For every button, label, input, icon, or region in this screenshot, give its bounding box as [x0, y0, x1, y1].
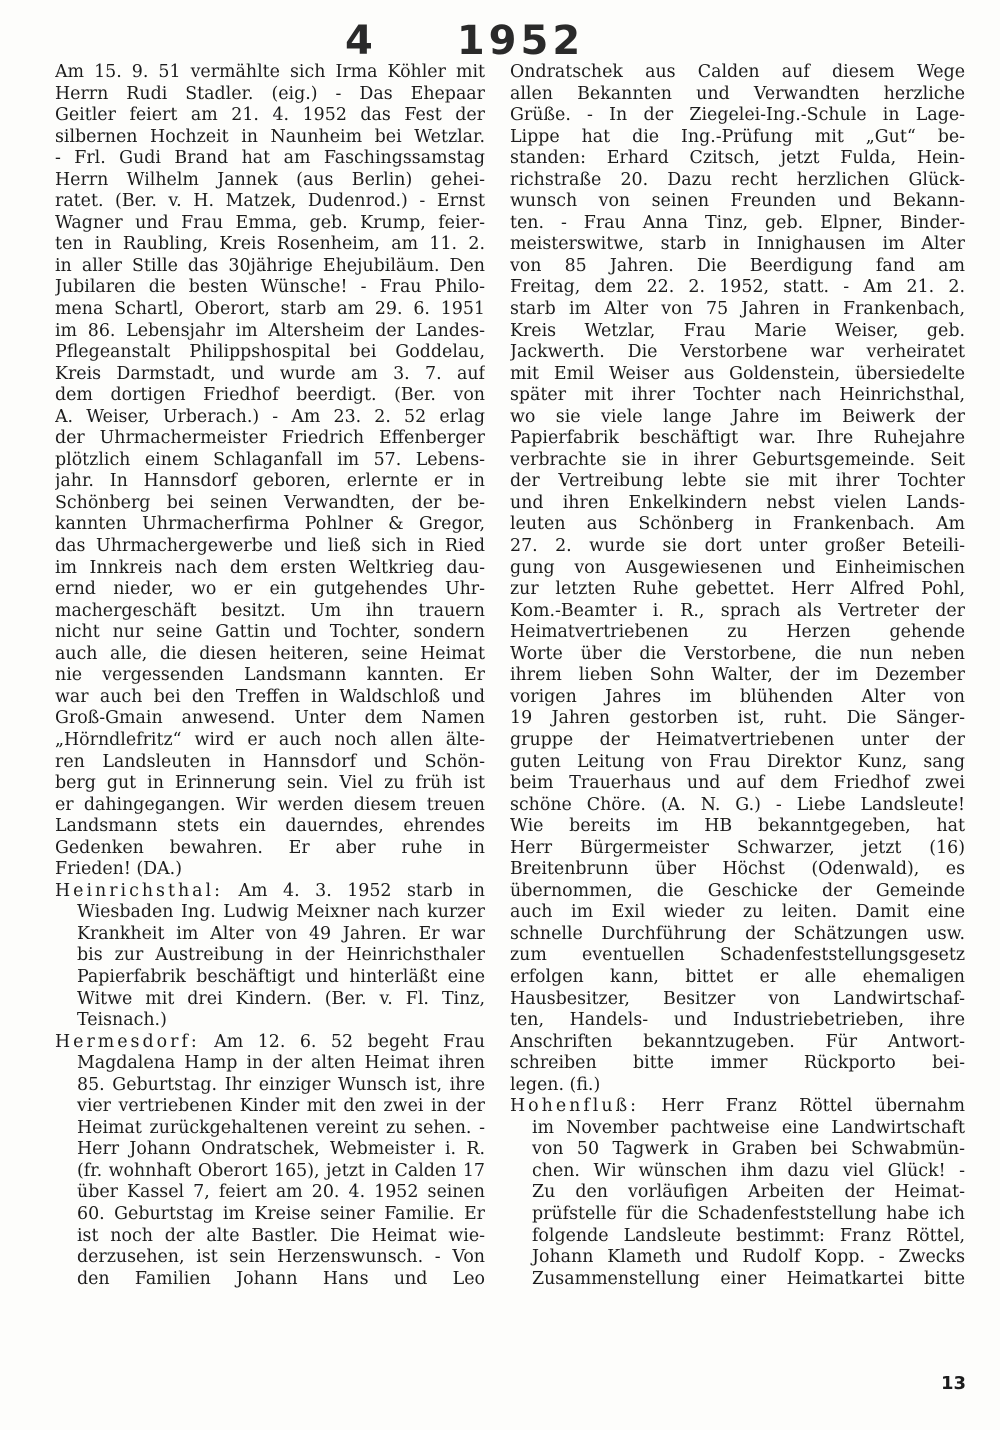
text-line: schöne Chöre. (A. N. G.) - Liebe Landsleute! — [510, 794, 965, 815]
text-line: mit Emil Weiser aus Goldenstein, übersiedelte — [510, 363, 965, 384]
page-number: 13 — [941, 1373, 967, 1394]
text-line: leuten aus Schönberg in Frankenbach. Am — [510, 514, 965, 535]
text-line: Papierfabrik beschäftigt war. Ihre Ruhejahre — [510, 428, 965, 449]
text-line: derzusehen, ist sein Herzenswunsch. - Von — [77, 1247, 485, 1268]
text-line: auch alle, die diesen heiteren, seine Heimat — [55, 643, 485, 664]
text-line: Wiesbaden Ing. Ludwig Meixner nach kurzer — [77, 902, 485, 923]
text-line: ten in Raubling, Kreis Rosenheim, am 11. 2. — [55, 234, 485, 255]
text-line: legen. (fi.) — [510, 1074, 601, 1095]
left-text-column — [55, 62, 485, 1290]
text-line: ten. - Frau Anna Tinz, geb. Elpner, Binder- — [510, 212, 965, 233]
text-line: chen. Wir wünschen ihm dazu viel Glück! - — [532, 1160, 965, 1181]
text-line: richstraße 20. Dazu recht herzlichen Glück- — [510, 169, 965, 190]
text-line: Zu den vorläufigen Arbeiten der Heimat- — [532, 1182, 965, 1203]
issue-header — [345, 18, 584, 64]
text-line: Magdalena Hamp in der alten Heimat ihren — [77, 1053, 485, 1074]
text-line: ernd nieder, wo er ein gutgehendes Uhr- — [55, 579, 485, 600]
text-line: schreiben bitte immer Rückporto bei- — [510, 1053, 965, 1074]
text-line: in aller Stille das 30jährige Ehejubiläum. Den — [55, 255, 485, 276]
text-line: Lippe hat die Ing.-Prüfung mit „Gut“ be- — [510, 126, 965, 147]
text-line: wunsch von seinen Freunden und Bekann- — [510, 191, 965, 212]
text-line: Hausbesitzer, Besitzer von Landwirtschaf- — [510, 988, 965, 1009]
text-line: zum eventuellen Schadenfeststellungsgesetz — [510, 945, 965, 966]
text-line: Herrn Wilhelm Jannek (aus Berlin) gehei- — [55, 169, 485, 190]
text-line: Krankheit im Alter von 49 Jahren. Er war — [77, 923, 485, 944]
text-line: Wagner und Frau Emma, geb. Krump, feier- — [55, 212, 485, 233]
text-line: wo sie viele lange Jahre im Beiwerk der — [510, 406, 965, 427]
text-line: auch im Exil wieder zu leiten. Damit eine — [510, 902, 965, 923]
text-line: Heimat zurückgehaltenen vereint zu sehen. - — [77, 1117, 485, 1138]
text-line: „Hörndlefritz“ wird er auch noch allen älte- — [55, 729, 485, 750]
text-line: Groß-Gmain anwesend. Unter dem Namen — [55, 708, 485, 729]
text-line: Kreis Darmstadt, und wurde am 3. 7. auf — [55, 363, 485, 384]
text-line: silbernen Hochzeit in Naunheim bei Wetzlar. — [55, 126, 485, 147]
heading-line-rest: Herr Franz Röttel übernahm — [639, 1096, 965, 1117]
right-text-column — [510, 62, 965, 1290]
heading-line-rest: Am 4. 3. 1952 starb in — [222, 880, 485, 901]
text-line: schnelle Durchführung der Schätzungen usw. — [510, 923, 965, 944]
text-line: bis zur Austreibung in der Heinrichsthaler — [77, 945, 485, 966]
text-line: erfolgen kann, bittet er alle ehemaligen — [510, 966, 965, 987]
text-line: (fr. wohnhaft Oberort 165), jetzt in Calden 17 — [77, 1160, 485, 1181]
text-line: Jackwerth. Die Verstorbene war verheiratet — [510, 342, 965, 363]
text-line: Kom.-Beamter i. R., sprach als Vertreter der — [510, 600, 965, 621]
text-line: Gedenken bewahren. Er aber ruhe in — [55, 837, 485, 858]
text-line: dem dortigen Friedhof beerdigt. (Ber. von — [55, 385, 485, 406]
text-line: Grüße. - In der Ziegelei-Ing.-Schule in Lage- — [510, 105, 965, 126]
text-line: starb im Alter von 75 Jahren in Frankenbach, — [510, 299, 965, 320]
text-line: A. Weiser, Urberach.) - Am 23. 2. 52 erlag — [55, 406, 485, 427]
place-name-heading: Hermesdorf: — [55, 1031, 200, 1052]
section-heading-line — [510, 1096, 965, 1118]
text-line: folgende Landsleute bestimmt: Franz Röttel, — [532, 1225, 965, 1246]
text-line: im November pachtweise eine Landwirtschaft — [532, 1117, 965, 1138]
text-line: plötzlich einem Schlaganfall im 57. Lebens- — [55, 449, 485, 470]
text-line: Landsmann stets ein dauerndes, ehrendes — [55, 816, 485, 837]
text-line: jahr. In Hannsdorf geboren, erlernte er in — [55, 471, 485, 492]
text-line: 19 Jahren gestorben ist, ruht. Die Sänger- — [510, 708, 965, 729]
text-line: gung von Ausgewiesenen und Einheimischen — [510, 557, 965, 578]
text-line: Ondratschek aus Calden auf diesem Wege — [510, 62, 965, 82]
text-line: über Kassel 7, feiert am 20. 4. 1952 seinen — [77, 1182, 485, 1203]
text-line: im Innkreis nach dem ersten Weltkrieg dau- — [55, 557, 485, 578]
text-line: den Familien Johann Hans und Leo — [77, 1268, 485, 1289]
text-line: Papierfabrik beschäftigt und hinterläßt eine — [77, 966, 485, 987]
text-line: meisterswitwe, starb in Innighausen im Alter — [510, 234, 965, 255]
text-line: Kreis Wetzlar, Frau Marie Weiser, geb. — [510, 320, 965, 341]
place-name-heading: Heinrichsthal: — [55, 880, 223, 901]
text-line: beim Trauerhaus und auf dem Friedhof zwei — [510, 773, 965, 794]
text-line: gruppe der Heimatvertriebenen unter der — [510, 729, 965, 750]
text-line: ist noch der alte Bastler. Die Heimat wie- — [77, 1225, 485, 1246]
text-line: er dahingegangen. Wir werden diesem treuen — [55, 794, 485, 815]
text-line: Herr Bürgermeister Schwarzer, jetzt (16) — [510, 837, 965, 858]
text-line: der Uhrmachermeister Friedrich Effenberger — [55, 428, 485, 449]
text-line: 60. Geburtstag im Kreise seiner Familie. Er — [77, 1203, 485, 1224]
text-line: Am 15. 9. 51 vermählte sich Irma Köhler mit — [55, 62, 485, 82]
text-line: Wie bereits im HB bekanntgegeben, hat — [510, 816, 965, 837]
text-line: Herr Johann Ondratschek, Webmeister i. R. — [77, 1139, 485, 1160]
text-line: ratet. (Ber. v. H. Matzek, Dudenrod.) - Ernst — [55, 191, 485, 212]
text-line: berg gut in Erinnerung sein. Viel zu früh ist — [55, 773, 485, 794]
text-line: Zusammenstellung einer Heimatkartei bitte — [532, 1268, 965, 1289]
text-line: Pflegeanstalt Philippshospital bei Goddelau, — [55, 342, 485, 363]
text-line: ren Landsleuten in Hannsdorf und Schön- — [55, 751, 485, 772]
text-line: 85. Geburtstag. Ihr einziger Wunsch ist, ihre — [77, 1074, 485, 1095]
place-name-heading: Hohenfluß: — [510, 1096, 640, 1117]
text-line: vorigen Jahres im blühenden Alter von — [510, 686, 965, 707]
text-line: vier vertriebenen Kinder mit den zwei in der — [77, 1096, 485, 1117]
text-line: - Frl. Gudi Brand hat am Faschingssamstag — [55, 148, 485, 169]
text-line: Teisnach.) — [77, 1010, 167, 1031]
text-line: der Vertreibung lebte sie mit ihrer Tochter — [510, 471, 965, 492]
text-line: Freitag, dem 22. 2. 1952, statt. - Am 21. 2. — [510, 277, 965, 298]
text-line: Witwe mit drei Kindern. (Ber. v. Fl. Tinz, — [77, 988, 485, 1009]
text-line: war auch bei den Treffen in Waldschloß und — [55, 686, 485, 707]
text-line: verbrachte sie in ihrer Geburtsgemeinde. Seit — [510, 449, 965, 470]
text-line: übernommen, die Geschicke der Gemeinde — [510, 880, 965, 901]
text-line: standen: Erhard Czitsch, jetzt Fulda, Hein- — [510, 148, 965, 169]
text-line: kannten Uhrmacherfirma Pohlner & Gregor, — [55, 514, 485, 535]
text-line: Herrn Rudi Stadler. (eig.) - Das Ehepaar — [55, 83, 485, 104]
text-line: prüfstelle für die Schadenfeststellung habe ich — [532, 1203, 965, 1224]
text-line: 27. 2. wurde sie dort unter großer Beteili- — [510, 536, 965, 557]
text-line: das Uhrmachergewerbe und ließ sich in Ried — [55, 536, 485, 557]
text-line: von 85 Jahren. Die Beerdigung fand am — [510, 255, 965, 276]
text-line: von 50 Tagwerk in Graben bei Schwabmün- — [532, 1139, 965, 1160]
text-line: ten, Handels- und Industriebetrieben, ihre — [510, 1010, 965, 1031]
text-line: im 86. Lebensjahr im Altersheim der Landes- — [55, 320, 485, 341]
text-line: Worte über die Verstorbene, die nun neben — [510, 643, 965, 664]
text-line: Breitenbrunn über Höchst (Odenwald), es — [510, 859, 965, 880]
text-line: Jubilaren die besten Wünsche! - Frau Philo- — [55, 277, 485, 298]
text-line: nicht nur seine Gattin und Tochter, sondern — [55, 622, 485, 643]
text-line: zur letzten Ruhe gebettet. Herr Alfred Pohl, — [510, 579, 965, 600]
text-line: guten Leitung von Frau Direktor Kunz, sang — [510, 751, 965, 772]
section-heading-line — [55, 881, 485, 903]
text-line: Frieden! (DA.) — [55, 859, 182, 880]
text-line: und ihren Enkelkindern nebst vielen Lands- — [510, 492, 965, 513]
text-line: Geitler feiert am 21. 4. 1952 das Fest der — [55, 105, 485, 126]
text-line: Schönberg bei seinen Verwandten, der be- — [55, 492, 485, 513]
text-line: allen Bekannten und Verwandten herzliche — [510, 83, 965, 104]
heading-line-rest: Am 12. 6. 52 begeht Frau — [199, 1031, 485, 1052]
text-line: ihrem lieben Sohn Walter, der im Dezember — [510, 665, 965, 686]
text-line: machergeschäft besitzt. Um ihn trauern — [55, 600, 485, 621]
text-line: Johann Klameth und Rudolf Kopp. - Zwecks — [532, 1247, 965, 1268]
text-line: nie vergessenden Landsmann kannten. Er — [55, 665, 485, 686]
text-line: später mit ihrer Tochter nach Heinrichsthal, — [510, 385, 965, 406]
section-heading-line — [55, 1032, 485, 1054]
text-line: Anschriften bekanntzugeben. Für Antwort- — [510, 1031, 965, 1052]
issue-number: 4 — [345, 18, 377, 64]
text-line: Heimatvertriebenen zu Herzen gehende — [510, 622, 965, 643]
text-line: mena Schartl, Oberort, starb am 29. 6. 1951 — [55, 299, 485, 320]
issue-year: 1952 — [456, 18, 585, 64]
